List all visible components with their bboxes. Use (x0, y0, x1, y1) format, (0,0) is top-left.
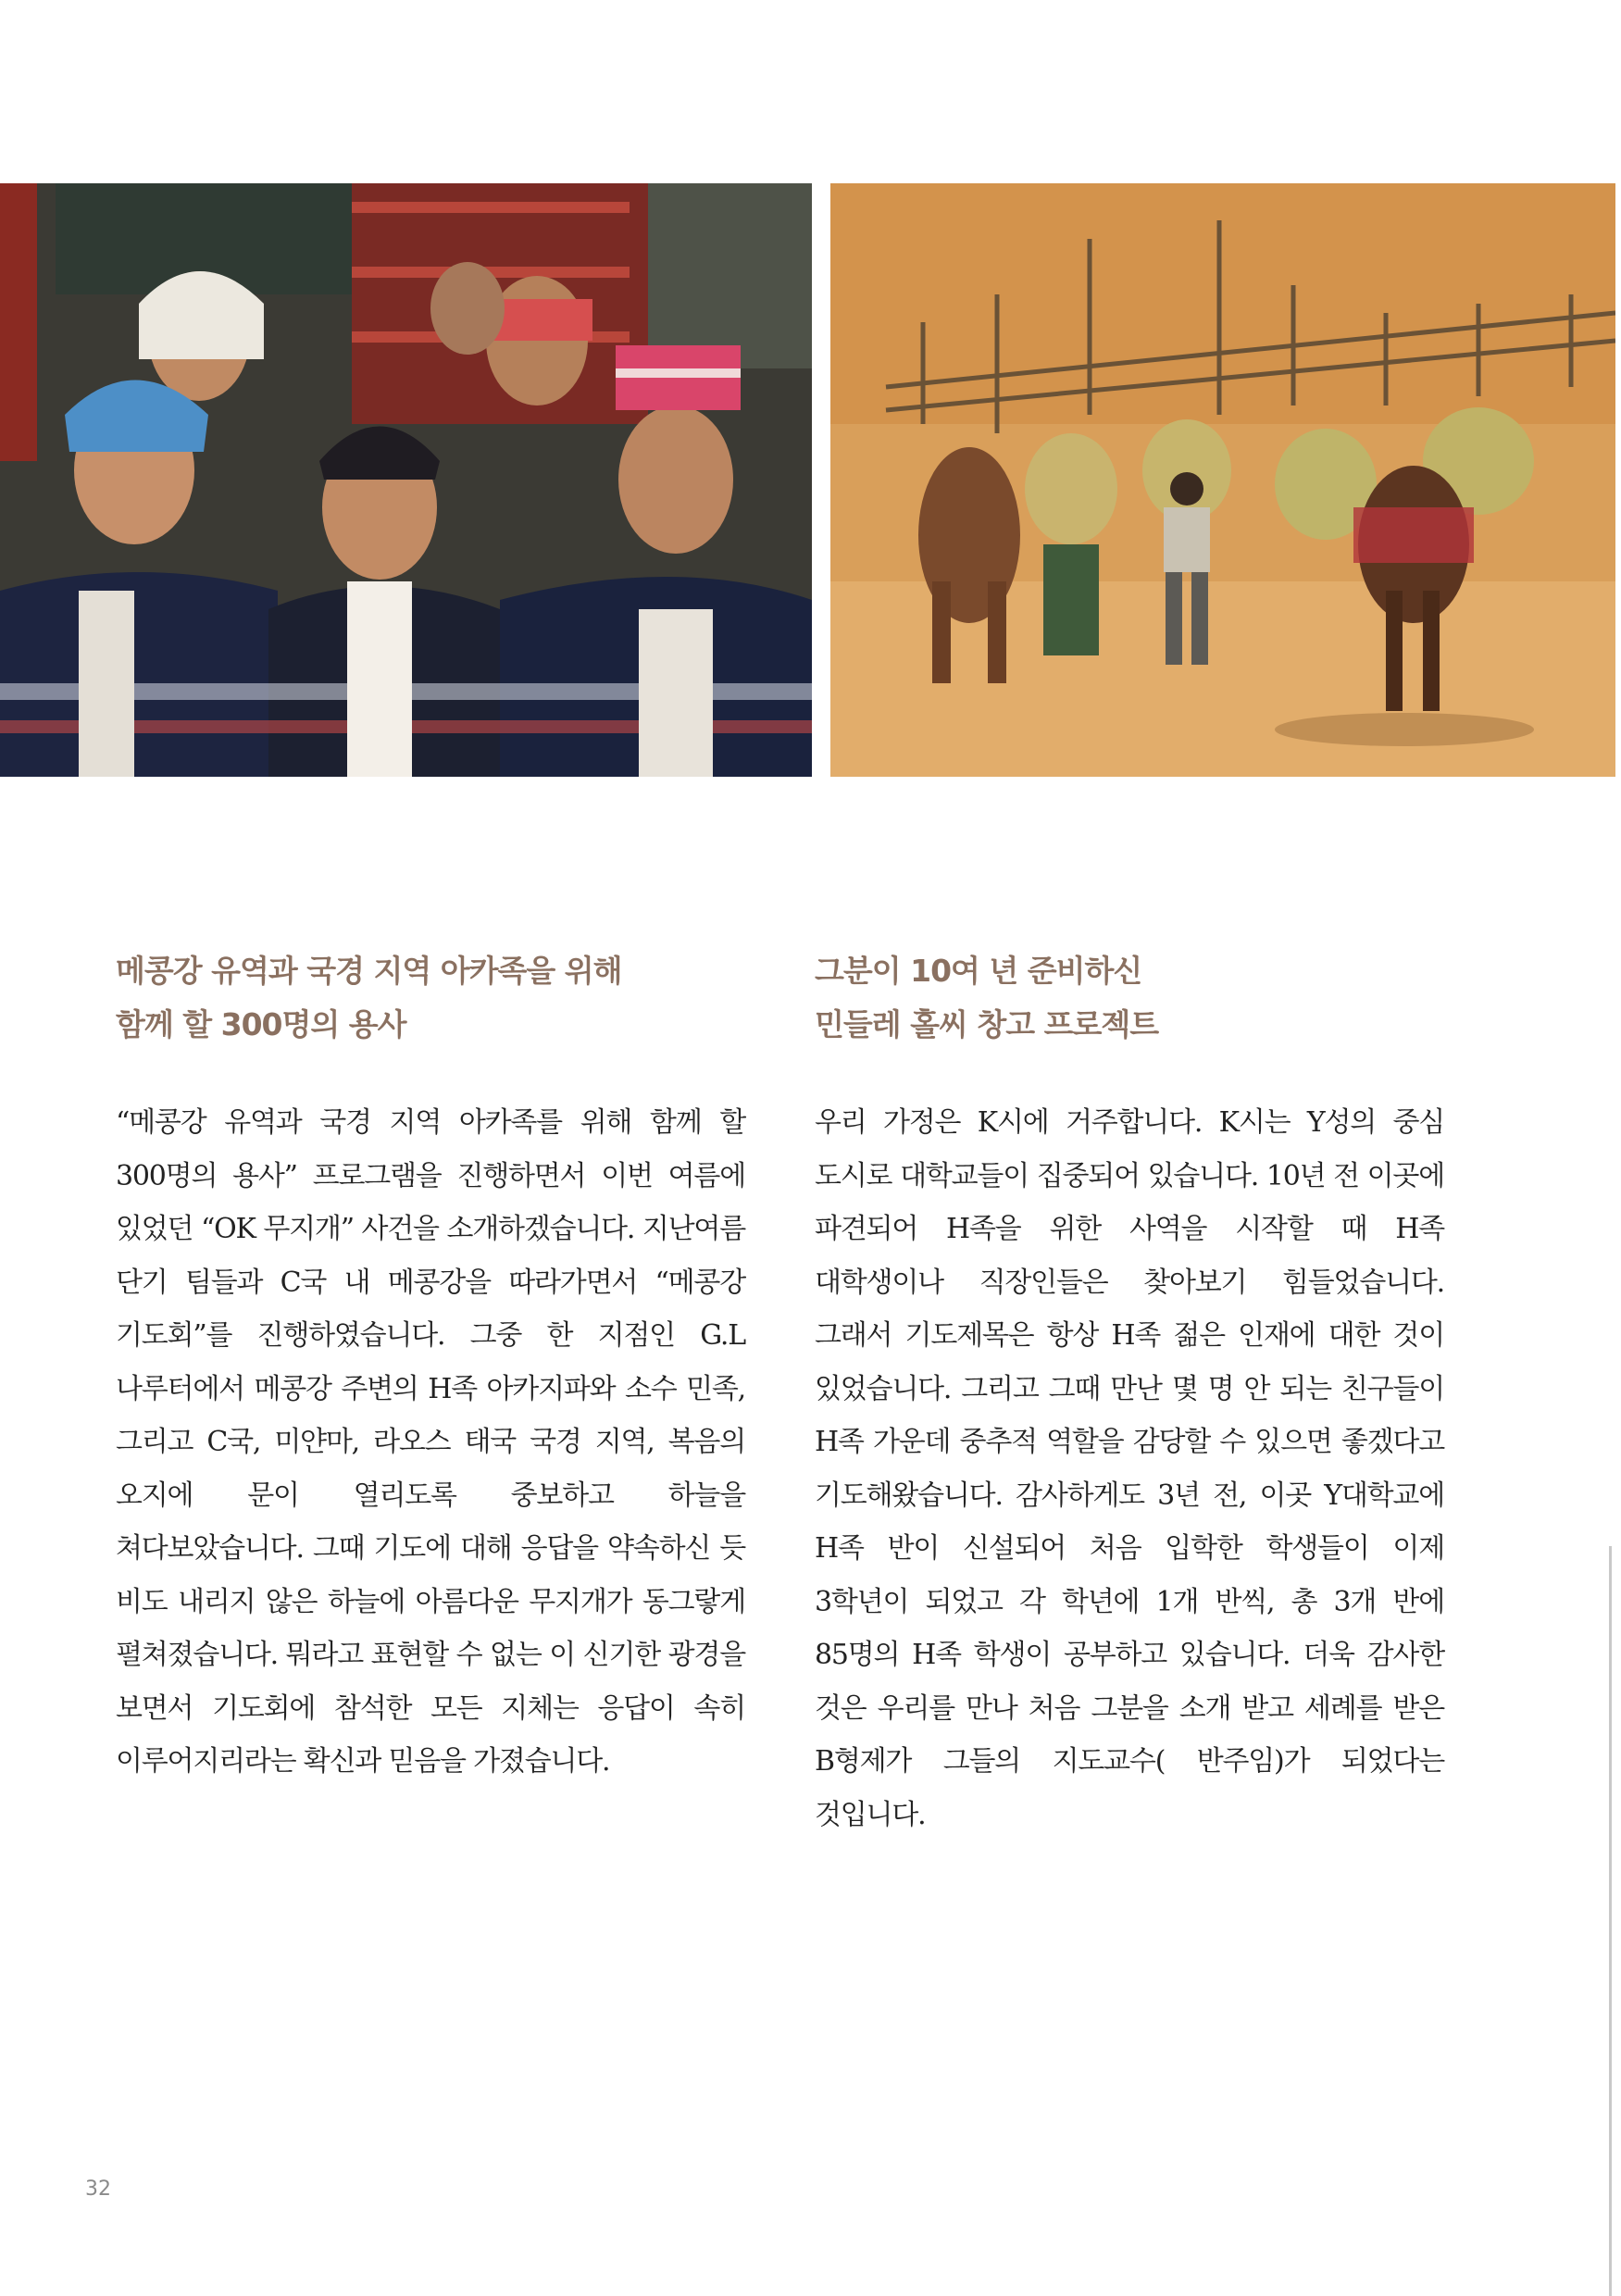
page-edge-divider (1609, 1546, 1612, 2296)
right-heading-line-1: 그분이 10여 년 준비하신 (815, 953, 1142, 989)
group-portrait-image (0, 183, 812, 777)
horses-baskets-photo (830, 183, 1615, 777)
right-heading (815, 944, 1444, 1052)
left-article-column (116, 944, 745, 1789)
horses-baskets-image (830, 183, 1615, 777)
left-heading (116, 944, 745, 1052)
page-number: 32 (85, 2177, 111, 2201)
left-body-text: “메콩강 유역과 국경 지역 아카족를 위해 함께 할 300명의 용사” 프로그램을 진행하면서 이번 여름에 있었던 “OK 무지개” 사건을 소개하겠습니다. 지난여름 단기 팀들과 C국 내 메콩강을 따라가면서 “메콩강 기도회”를 진행하였습니다. 그중 한 지점인 G.L 나루터에서 메콩강 주변의 H족 아카지파와 소수 민족, 그리고 C국, 미얀마, 라오스 태국 국경 지역, 복음의 오지에 문이 열리도록 중보하고 하늘을 쳐다보았습니다. 그때 기도에 대해 응답을 약속하신 듯 비도 내리지 않은 하늘에 아름다운 무지개가 동그랗게 펼쳐졌습니다. 뭐라고 표현할 수 없는 이 신기한 광경을 보면서 기도회에 참석한 모든 지체는 응답이 속히 이루어지리라는 확신과 믿음을 가졌습니다. (116, 1106, 745, 1778)
right-heading-line-2: 민들레 홀씨 창고 프로젝트 (815, 1006, 1159, 1042)
right-body-text: 우리 가정은 K시에 거주합니다. K시는 Y성의 중심 도시로 대학교들이 집중되어 있습니다. 10년 전 이곳에 파견되어 H족을 위한 사역을 시작할 때 H족 대학생이나 직장인들은 찾아보기 힘들었습니다. 그래서 기도제목은 항상 H족 젊은 인재에 대한 것이 있었습니다. 그리고 그때 만난 몇 명 안 되는 친구들이 H족 가운데 중추적 역할을 감당할 수 있으면 좋겠다고 기도해왔습니다. 감사하게도 3년 전, 이곳 Y대학교에 H족 반이 신설되어 처음 입학한 학생들이 이제 3학년이 되었고 각 학년에 1개 반씩, 총 3개 반에 85명의 H족 학생이 공부하고 있습니다. 더욱 감사한 것은 우리를 만나 처음 그분을 소개 받고 세례를 받은 B형제가 그들의 지도교수( 반주임)가 되었다는 것입니다. (815, 1106, 1444, 1831)
right-article-column (815, 944, 1444, 1841)
left-heading-line-1: 메콩강 유역과 국경 지역 아카족을 위해 (116, 953, 622, 989)
group-portrait-photo (0, 183, 812, 777)
left-heading-line-2: 함께 할 300명의 용사 (116, 1006, 406, 1042)
